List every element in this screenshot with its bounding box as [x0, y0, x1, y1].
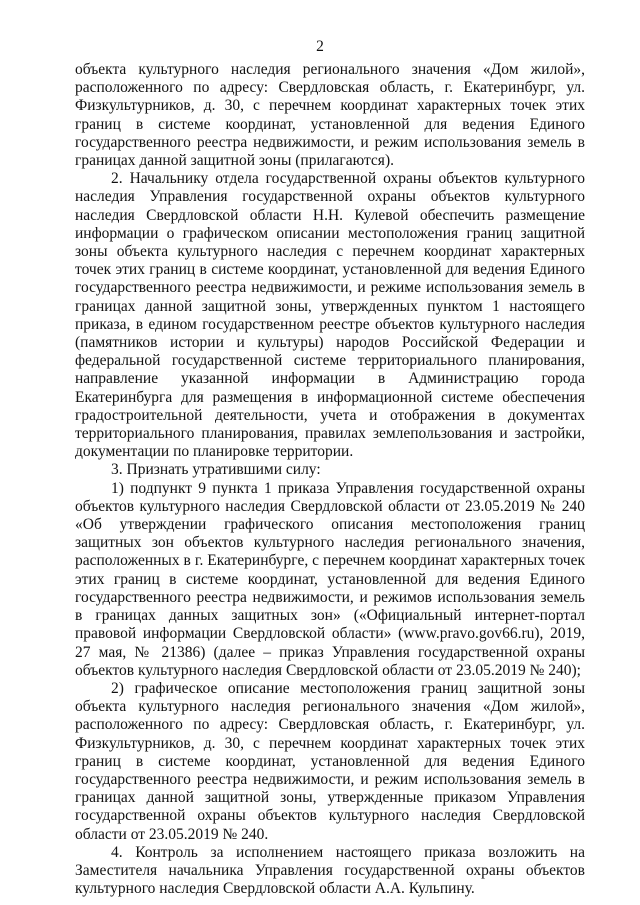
- paragraph-item-4: 4. Контроль за исполнением настоящего приказа возложить на Заместителя начальника Управления государственной охраны объектов культурного наследия Свердловской области А.А. Кульпину.: [75, 843, 585, 898]
- page-number: 2: [316, 38, 324, 55]
- paragraph-subitem-1: 1) подпункт 9 пункта 1 приказа Управления государственной охраны объектов культурного наследия Свердловской области от 23.05.2019 № 240 «Об утверждении графического описания местоположения границ защитных зон объектов культурного наследия регионального значения, расположенных в г. Екатеринбурге, с перечнем координат характерных точек этих границ в системе координат, установленной для ведения Единого государственного реестра недвижимости, и режимов использования земель в границах данных защитных зон» («Официальный интернет-портал правовой информации Свердловской области» (www.pravo.gov66.ru), 2019, 27 мая, № 21386) (далее – приказ Управления государственной охраны объектов культурного наследия Свердловской области от 23.05.2019 № 240);: [75, 479, 585, 679]
- paragraph-subitem-2: 2) графическое описание местоположения границ защитной зоны объекта культурного наследия регионального значения «Дом жилой», расположенного по адресу: Свердловская область, г. Екатеринбург, ул. Физкультурников, д. 30, с перечнем координат характерных точек этих границ в системе координат, установленной для ведения Единого государственного реестра недвижимости, и режим использования земель в границах данной защитной зоны, утвержденные приказом Управления государственной охраны объектов культурного наследия Свердловской области от 23.05.2019 № 240.: [75, 679, 585, 843]
- paragraph-item-3: 3. Признать утратившими силу:: [111, 461, 321, 479]
- document-body: [75, 61, 585, 898]
- paragraph-item-2: 2. Начальнику отдела государственной охраны объектов культурного наследия Управления государственной охраны объектов культурного наследия Свердловской области Н.Н. Кулевой обеспечить размещение информации о графическом описании местоположения границ защитной зоны объекта культурного наследия с перечнем координат характерных точек этих границ в системе координат, установленной для ведения Единого государственного реестра недвижимости, и режиме использования земель в границах данной защитной зоны, утвержденных пунктом 1 настоящего приказа, в едином государственном реестре объектов культурного наследия (памятников истории и культуры) народов Российской Федерации и федеральной государственной системе территориального планирования, направление указанной информации в Администрацию города Екатеринбурга для размещения в информационной системе обеспечения градостроительной деятельности, учета и отображения в документах территориального планирования, правилах землепользования и застройки, документации по планировке территории.: [75, 170, 585, 461]
- paragraph-continuation: объекта культурного наследия регионального значения «Дом жилой», расположенного по адресу: Свердловская область, г. Екатеринбург, ул. Физкультурников, д. 30, с перечнем координат характерных точек этих границ в системе координат, установленной для ведения Единого государственного реестра недвижимости, и режим использования земель в границах данной защитной зоны (прилагаются).: [75, 61, 585, 170]
